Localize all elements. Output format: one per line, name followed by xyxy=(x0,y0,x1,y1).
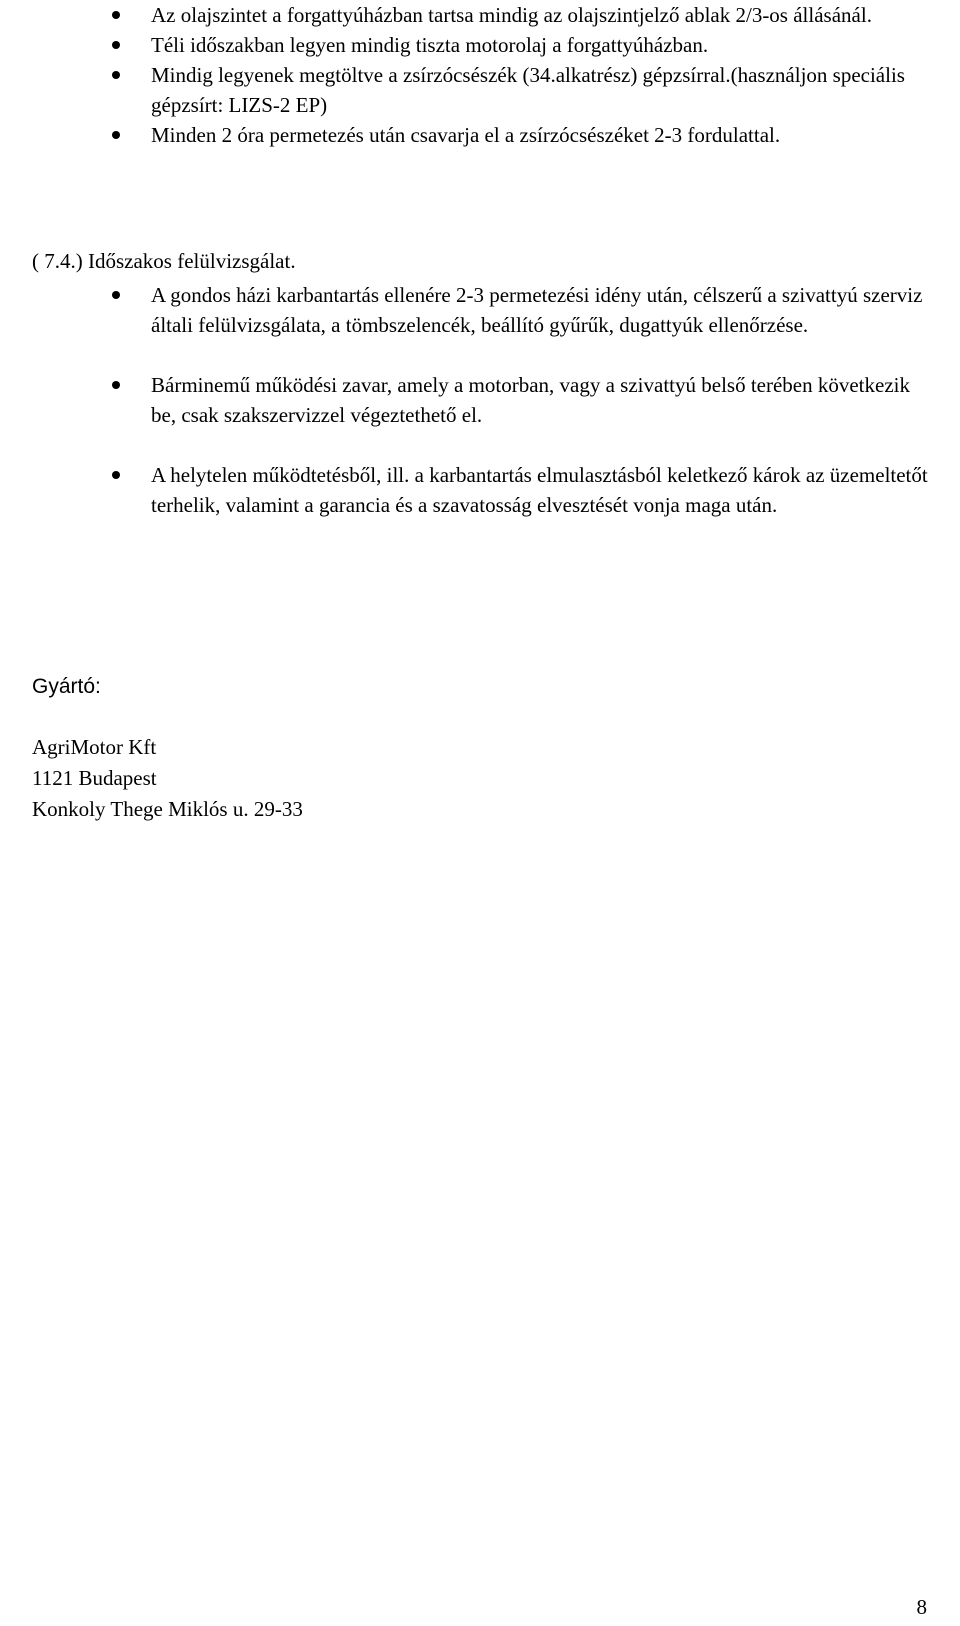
bullet-icon xyxy=(112,41,120,49)
list-item-text: A gondos házi karbantartás ellenére 2-3 permetezési idény után, célszerű a szivattyú szerviz általi felülvizsgálata, a tömbszelencék, beállító gyűrűk, dugattyúk ellenőrzése. xyxy=(151,283,923,337)
bullet-icon xyxy=(112,291,120,299)
list-item xyxy=(151,280,931,340)
list-item xyxy=(151,0,951,30)
manufacturer-label: Gyártó: xyxy=(32,675,101,698)
list-item-text: Az olajszintet a forgattyúházban tartsa mindig az olajszintjelző ablak 2/3-os állásánál. xyxy=(151,3,872,27)
manufacturer-address xyxy=(32,732,303,825)
inspection-list xyxy=(151,280,931,520)
list-item xyxy=(151,460,931,520)
manufacturer-name: AgriMotor Kft xyxy=(32,735,157,759)
list-item-text: A helytelen működtetésből, ill. a karbantartás elmulasztásból keletkező károk az üzemeltetőt terhelik, valamint a garancia és a szavatosság elvesztését vonja maga után. xyxy=(151,463,928,517)
list-item-text: Bárminemű működési zavar, amely a motorban, vagy a szivattyú belső terében következik be, csak szakszervizzel végeztethető el. xyxy=(151,373,910,427)
bullet-icon xyxy=(112,471,120,479)
list-item xyxy=(151,30,951,60)
list-item xyxy=(151,60,951,120)
page-number: 8 xyxy=(916,1595,927,1619)
maintenance-list xyxy=(151,0,951,150)
manufacturer-city: 1121 Budapest xyxy=(32,766,157,790)
list-item xyxy=(151,370,931,430)
manufacturer-street: Konkoly Thege Miklós u. 29-33 xyxy=(32,797,303,821)
manufacturer-block xyxy=(32,672,303,825)
bullet-icon xyxy=(112,71,120,79)
list-item-text: Téli időszakban legyen mindig tiszta motorolaj a forgattyúházban. xyxy=(151,33,709,57)
bullet-icon xyxy=(112,11,120,19)
bullet-icon xyxy=(112,381,120,389)
list-item-text: Minden 2 óra permetezés után csavarja el a zsírzócsészéket 2-3 fordulattal. xyxy=(151,123,781,147)
section-heading: ( 7.4.) Időszakos felülvizsgálat. xyxy=(32,249,296,273)
list-item-text: Mindig legyenek megtöltve a zsírzócsészék (34.alkatrész) gépzsírral.(használjon speciális gépzsírt: LIZS-2 EP) xyxy=(151,63,905,117)
bullet-icon xyxy=(112,131,120,139)
list-item xyxy=(151,120,951,150)
